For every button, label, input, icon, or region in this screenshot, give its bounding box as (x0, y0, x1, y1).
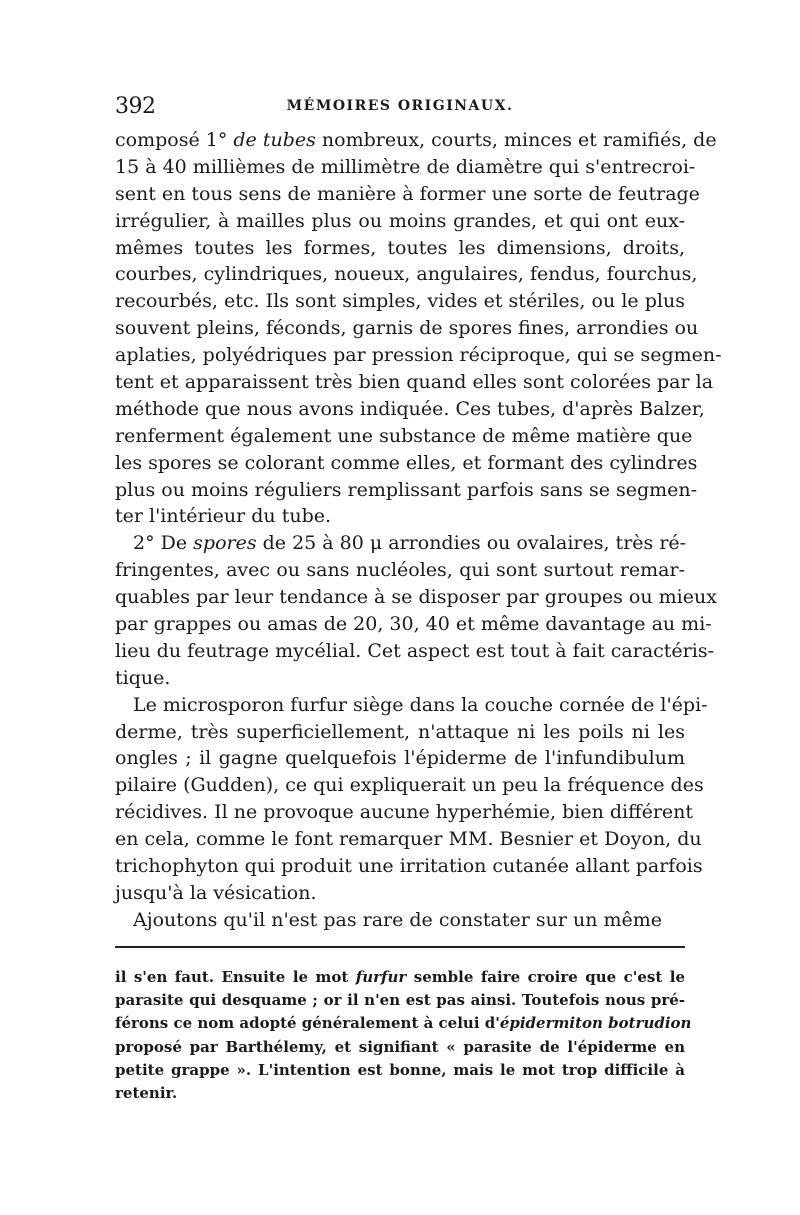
text-run: ongles ; il gagne quelquefois l'épiderme de l'infundibulum (115, 747, 685, 770)
body-line (115, 154, 696, 181)
body-line (115, 315, 699, 342)
text-run: derme, très superficiellement, n'attaque ni les poils ni les (115, 720, 685, 743)
text-run: composé 1° (115, 129, 234, 151)
body-line (115, 208, 685, 235)
footnote-line (115, 1059, 685, 1082)
text-run: 2° De (133, 532, 194, 555)
text-run: en cela, comme le font remarquer MM. Besnier et Doyon, du (115, 828, 702, 851)
text-run: par grappes ou amas de 20, 30, 40 et même davantage au mi- (115, 613, 712, 636)
body-line (115, 772, 704, 799)
page-number: 392 (115, 94, 156, 119)
footnote-line (115, 1036, 685, 1059)
body-line (115, 719, 685, 746)
text-run: courbes, cylindriques, noueux, angulaires, fendus, fourchus, (115, 263, 698, 286)
body-line (115, 477, 698, 504)
body-line (115, 584, 717, 611)
text-run: les spores se colorant comme elles, et formant des cylindres (115, 451, 698, 474)
body-line (115, 181, 700, 208)
footnote-line (115, 966, 685, 989)
text-run: tique. (115, 666, 171, 689)
body-line (115, 369, 714, 396)
text-run: sent en tous sens de manière à former une sorte de feutrage (115, 182, 700, 205)
text-run: lieu du feutrage mycélial. Cet aspect est tout à fait caractéris- (115, 639, 715, 662)
footnote-line (115, 989, 685, 1012)
text-run: aplaties, polyédriques par pression réciproque, qui se segmen- (115, 344, 722, 367)
body-line (115, 261, 698, 288)
body-line (115, 342, 722, 369)
italic-term: furfur (355, 968, 407, 986)
body-line (115, 235, 685, 262)
body-line (115, 799, 694, 826)
text-run: quables par leur tendance à se disposer par groupes ou mieux (115, 586, 717, 609)
text-run: Ajoutons qu'il n'est pas rare de constater sur un même (133, 908, 663, 931)
footnote-line (115, 1012, 692, 1035)
text-run: petite grappe ». L'intention est bonne, mais le mot trop difficile à (115, 1060, 685, 1079)
body-line (115, 503, 685, 530)
text-run: tent et apparaissent très bien quand elles sont colorées par la (115, 371, 714, 394)
body-line (115, 853, 703, 880)
running-title: MÉMOIRES ORIGINAUX. (286, 98, 514, 114)
text-run: de 25 à 80 μ arrondies ou ovalaires, très ré- (256, 532, 687, 555)
text-run: il s'en faut. Ensuite le mot (115, 968, 356, 986)
text-run: fringentes, avec ou sans nucléoles, qui sont surtout remar- (115, 559, 685, 582)
text-run: irrégulier, à mailles plus ou moins grandes, et qui ont eux- (115, 209, 685, 232)
body-line (115, 880, 685, 907)
body-line (115, 692, 708, 719)
body-line (115, 907, 685, 934)
text-run: ter l'intérieur du tube. (115, 505, 332, 528)
body-line (115, 288, 685, 315)
body-line (115, 396, 705, 423)
text-run: trichophyton qui produit une irritation cutanée allant parfois (115, 855, 703, 878)
text-run: méthode que nous avons indiquée. Ces tubes, d'après Balzer, (115, 397, 705, 420)
text-run: parasite qui desquame ; or il n'en est pas ainsi. Toutefois nous pré- (115, 991, 685, 1010)
footnote-line (115, 1082, 685, 1105)
text-run: semble faire croire que c'est le (406, 968, 685, 986)
body-line (115, 127, 717, 154)
body-line (115, 530, 685, 557)
text-run: Le microsporon furfur siège dans la couche cornée de l'épi- (133, 693, 708, 716)
italic-term: spores (193, 532, 257, 555)
text-run: plus ou moins réguliers remplissant parfois sans se segmen- (115, 478, 698, 501)
page-header (115, 94, 685, 124)
text-run: nombreux, courts, minces et ramifiés, de (315, 129, 717, 151)
body-text (115, 127, 722, 934)
footnote-divider (115, 946, 685, 948)
text-run: pilaire (Gudden), ce qui expliquerait un peu la fréquence des (115, 774, 704, 797)
body-line (115, 638, 715, 665)
text-run: proposé par Barthélemy, et signifiant « parasite de l'épiderme en (115, 1037, 685, 1056)
text-run: jusqu'à la vésication. (115, 881, 317, 904)
text-run: mêmes toutes les formes, toutes les dimensions, droits, (115, 236, 685, 259)
text-run: renferment également une substance de même matière que (115, 424, 693, 447)
body-line (115, 665, 685, 692)
text-run: souvent pleins, féconds, garnis de spores fines, arrondies ou (115, 317, 699, 340)
body-line (115, 557, 685, 584)
text-run: retenir. (115, 1083, 178, 1102)
footnote-text (115, 966, 692, 1105)
body-line (115, 611, 712, 638)
text-run: recourbés, etc. Ils sont simples, vides et stériles, ou le plus (115, 290, 685, 313)
body-line (115, 745, 685, 772)
italic-term: de tubes (233, 129, 316, 151)
body-line (115, 450, 698, 477)
text-run: 15 à 40 millièmes de millimètre de diamètre qui s'entrecroi- (115, 155, 696, 178)
italic-term: épidermiton botrudion (499, 1014, 692, 1033)
text-run: férons ce nom adopté généralement à celui d' (115, 1014, 500, 1033)
body-line (115, 826, 702, 853)
text-run: récidives. Il ne provoque aucune hyperhémie, bien différent (115, 801, 694, 824)
body-line (115, 423, 693, 450)
